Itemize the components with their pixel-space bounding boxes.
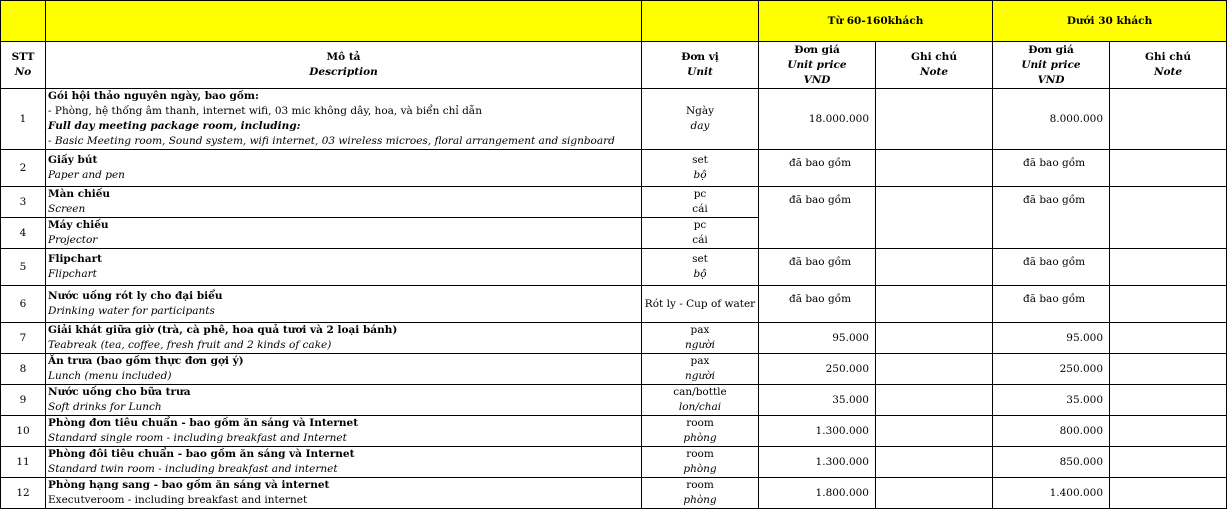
desc-en-title: Full day meeting package room, including: — [48, 120, 301, 132]
row-note-2 — [1110, 286, 1227, 323]
col-header-stt-vi: STT — [11, 51, 35, 63]
row-price-1: 1.300.000 — [759, 447, 876, 478]
row-price-2: 8.000.000 — [993, 89, 1110, 150]
desc-en: Teabreak (tea, coffee, fresh fruit and 2 kinds of cake) — [48, 339, 332, 351]
unit-en: pax — [690, 324, 710, 336]
row-note-1 — [876, 150, 993, 187]
row-note-1 — [876, 354, 993, 385]
desc-en: Standard twin room - including breakfast and internet — [48, 463, 338, 475]
desc-vi: Giải khát giữa giờ (trà, cà phê, hoa quả tươi và 2 loại bánh) — [48, 324, 398, 336]
row-unit — [642, 385, 759, 416]
unit-vi: bộ — [693, 169, 707, 181]
desc-en: Drinking water for participants — [48, 305, 215, 317]
row-description — [46, 416, 642, 447]
row-note-1 — [876, 249, 993, 286]
row-price-1: đã bao gồm — [759, 150, 876, 187]
desc-vi-title: Gói hội thảo nguyên ngày, bao gồm: — [48, 90, 259, 102]
group-header-row — [1, 1, 1227, 42]
group-header-under-30: Dưới 30 khách — [993, 1, 1227, 42]
row-note-2 — [1110, 187, 1227, 249]
row-unit — [642, 478, 759, 509]
row-price-1: 250.000 — [759, 354, 876, 385]
row-note-1 — [876, 385, 993, 416]
row-price-2: 1.400.000 — [993, 478, 1110, 509]
col-header-price-vi: Đơn giá — [794, 43, 840, 56]
header-blank-cell — [46, 1, 642, 42]
unit-en: room — [686, 448, 714, 460]
row-note-1 — [876, 323, 993, 354]
unit-vi: phòng — [683, 432, 717, 444]
row-price-2: 95.000 — [993, 323, 1110, 354]
desc-en: Standard single room - including breakfast and Internet — [48, 432, 347, 444]
row-note-1 — [876, 187, 993, 249]
col-header-description — [46, 42, 642, 89]
row-note-1 — [876, 416, 993, 447]
row-price-2: 35.000 — [993, 385, 1110, 416]
col-header-desc-en: Description — [309, 66, 378, 78]
table-row — [1, 416, 1227, 447]
desc-en: Executveroom - including breakfast and internet — [48, 494, 308, 506]
col-header-price-1 — [759, 42, 876, 89]
row-price-2: 250.000 — [993, 354, 1110, 385]
row-note-2 — [1110, 89, 1227, 150]
row-number: 3 — [1, 187, 46, 218]
row-unit: Rót ly - Cup of water — [642, 286, 759, 323]
row-price-1: đã bao gồm — [759, 286, 876, 323]
table-row — [1, 89, 1227, 150]
desc-en: Projector — [48, 234, 98, 246]
unit-vi: phòng — [683, 494, 717, 506]
row-unit — [642, 150, 759, 187]
row-description — [46, 218, 642, 249]
desc-vi: Phòng đơn tiêu chuẩn - bao gồm ăn sáng và Internet — [48, 417, 359, 429]
row-unit — [642, 187, 759, 218]
row-description — [46, 187, 642, 218]
col-header-price-2 — [993, 42, 1110, 89]
row-price-2: đã bao gồm — [993, 187, 1110, 249]
col-header-price-currency: VND — [803, 73, 831, 86]
row-number: 2 — [1, 150, 46, 187]
unit-en: room — [686, 417, 714, 429]
col-header-note-en: Note — [919, 66, 949, 78]
desc-vi: Máy chiếu — [48, 219, 109, 231]
desc-en: Flipchart — [48, 268, 97, 280]
col-header-price-vi: Đơn giá — [1028, 43, 1074, 56]
desc-vi: Phòng đôi tiêu chuẩn - bao gồm ăn sáng và Internet — [48, 448, 355, 460]
unit-en: set — [692, 154, 708, 166]
row-note-2 — [1110, 447, 1227, 478]
row-price-2: đã bao gồm — [993, 286, 1110, 323]
row-number: 6 — [1, 286, 46, 323]
col-header-note-en: Note — [1153, 66, 1183, 78]
unit-en: pc — [693, 219, 707, 231]
row-note-1 — [876, 447, 993, 478]
group-header-60-160: Từ 60-160khách — [759, 1, 993, 42]
row-note-1 — [876, 478, 993, 509]
row-note-2 — [1110, 478, 1227, 509]
row-number: 8 — [1, 354, 46, 385]
table-row — [1, 385, 1227, 416]
row-description — [46, 286, 642, 323]
row-price-2: đã bao gồm — [993, 249, 1110, 286]
row-price-1: 18.000.000 — [759, 89, 876, 150]
row-description — [46, 323, 642, 354]
table-row — [1, 286, 1227, 323]
row-note-2 — [1110, 385, 1227, 416]
desc-vi: Màn chiếu — [48, 188, 111, 200]
col-header-unit — [642, 42, 759, 89]
unit-vi: phòng — [683, 463, 717, 475]
unit-vi: người — [685, 370, 715, 382]
row-number: 10 — [1, 416, 46, 447]
unit-vi: Ngày — [685, 105, 715, 117]
row-description — [46, 385, 642, 416]
row-unit — [642, 447, 759, 478]
desc-vi-detail: - Phòng, hệ thống âm thanh, internet wifi, 03 mic không dây, hoa, và biển chỉ dẫn — [48, 105, 483, 117]
col-header-stt — [1, 42, 46, 89]
col-header-price-en: Unit price — [1021, 58, 1081, 71]
col-header-unit-en: Unit — [687, 66, 713, 78]
unit-en: day — [690, 120, 710, 132]
col-header-price-currency: VND — [1037, 73, 1065, 86]
table-row — [1, 447, 1227, 478]
desc-en: Paper and pen — [48, 169, 125, 181]
row-unit — [642, 354, 759, 385]
desc-en: Lunch (menu included) — [48, 370, 172, 382]
row-unit — [642, 218, 759, 249]
row-number: 9 — [1, 385, 46, 416]
row-unit — [642, 416, 759, 447]
row-unit — [642, 89, 759, 150]
unit-vi: bộ — [693, 268, 707, 280]
table-row — [1, 187, 1227, 218]
row-price-1: đã bao gồm — [759, 187, 876, 249]
row-note-1 — [876, 89, 993, 150]
row-description — [46, 447, 642, 478]
col-header-desc-vi: Mô tả — [326, 51, 361, 63]
row-note-1 — [876, 286, 993, 323]
unit-vi: cái — [692, 234, 708, 246]
desc-vi: Phòng hạng sang - bao gồm ăn sáng và internet — [48, 479, 330, 491]
unit-en: can/bottle — [673, 386, 727, 398]
desc-en: Soft drinks for Lunch — [48, 401, 162, 413]
row-description — [46, 150, 642, 187]
table-row — [1, 478, 1227, 509]
row-unit — [642, 249, 759, 286]
col-header-note-1 — [876, 42, 993, 89]
row-note-2 — [1110, 249, 1227, 286]
row-price-2: 800.000 — [993, 416, 1110, 447]
desc-en: Screen — [48, 203, 86, 215]
row-number: 5 — [1, 249, 46, 286]
unit-en: room — [686, 479, 714, 491]
unit-en: pc — [693, 188, 707, 200]
row-description — [46, 478, 642, 509]
row-unit — [642, 323, 759, 354]
table-row — [1, 354, 1227, 385]
row-number: 1 — [1, 89, 46, 150]
header-blank-cell — [1, 1, 46, 42]
row-price-2: đã bao gồm — [993, 150, 1110, 187]
row-price-1: đã bao gồm — [759, 249, 876, 286]
col-header-stt-en: No — [14, 66, 32, 78]
row-price-1: 35.000 — [759, 385, 876, 416]
row-price-1: 95.000 — [759, 323, 876, 354]
col-header-price-en: Unit price — [787, 58, 847, 71]
row-number: 12 — [1, 478, 46, 509]
table-row — [1, 323, 1227, 354]
row-note-2 — [1110, 323, 1227, 354]
row-number: 11 — [1, 447, 46, 478]
unit-en: set — [692, 253, 708, 265]
unit-vi: cái — [692, 203, 708, 215]
row-note-2 — [1110, 354, 1227, 385]
col-header-note-vi: Ghi chú — [1145, 51, 1191, 63]
table-row — [1, 150, 1227, 187]
unit-en: pax — [690, 355, 710, 367]
row-price-1: 1.800.000 — [759, 478, 876, 509]
desc-vi: Giấy bút — [48, 154, 98, 166]
header-blank-cell — [642, 1, 759, 42]
table-row — [1, 249, 1227, 286]
row-number: 4 — [1, 218, 46, 249]
row-description — [46, 89, 642, 150]
row-description — [46, 354, 642, 385]
unit-vi: người — [685, 339, 715, 351]
row-price-2: 850.000 — [993, 447, 1110, 478]
col-header-note-2 — [1110, 42, 1227, 89]
row-note-2 — [1110, 150, 1227, 187]
col-header-note-vi: Ghi chú — [911, 51, 957, 63]
row-number: 7 — [1, 323, 46, 354]
row-price-1: 1.300.000 — [759, 416, 876, 447]
column-header-row — [1, 42, 1227, 89]
col-header-unit-vi: Đơn vị — [681, 51, 719, 63]
row-description — [46, 249, 642, 286]
desc-vi: Nước uống cho bữa trưa — [48, 386, 191, 398]
desc-vi: Ăn trưa (bao gồm thực đơn gợi ý) — [48, 355, 244, 367]
desc-en-detail: - Basic Meeting room, Sound system, wifi internet, 03 wireless microes, floral arrangement and signboard — [48, 135, 615, 147]
desc-vi: Flipchart — [48, 253, 102, 265]
unit-vi: lon/chai — [678, 401, 722, 413]
desc-vi: Nước uống rót ly cho đại biểu — [48, 290, 223, 302]
row-note-2 — [1110, 416, 1227, 447]
